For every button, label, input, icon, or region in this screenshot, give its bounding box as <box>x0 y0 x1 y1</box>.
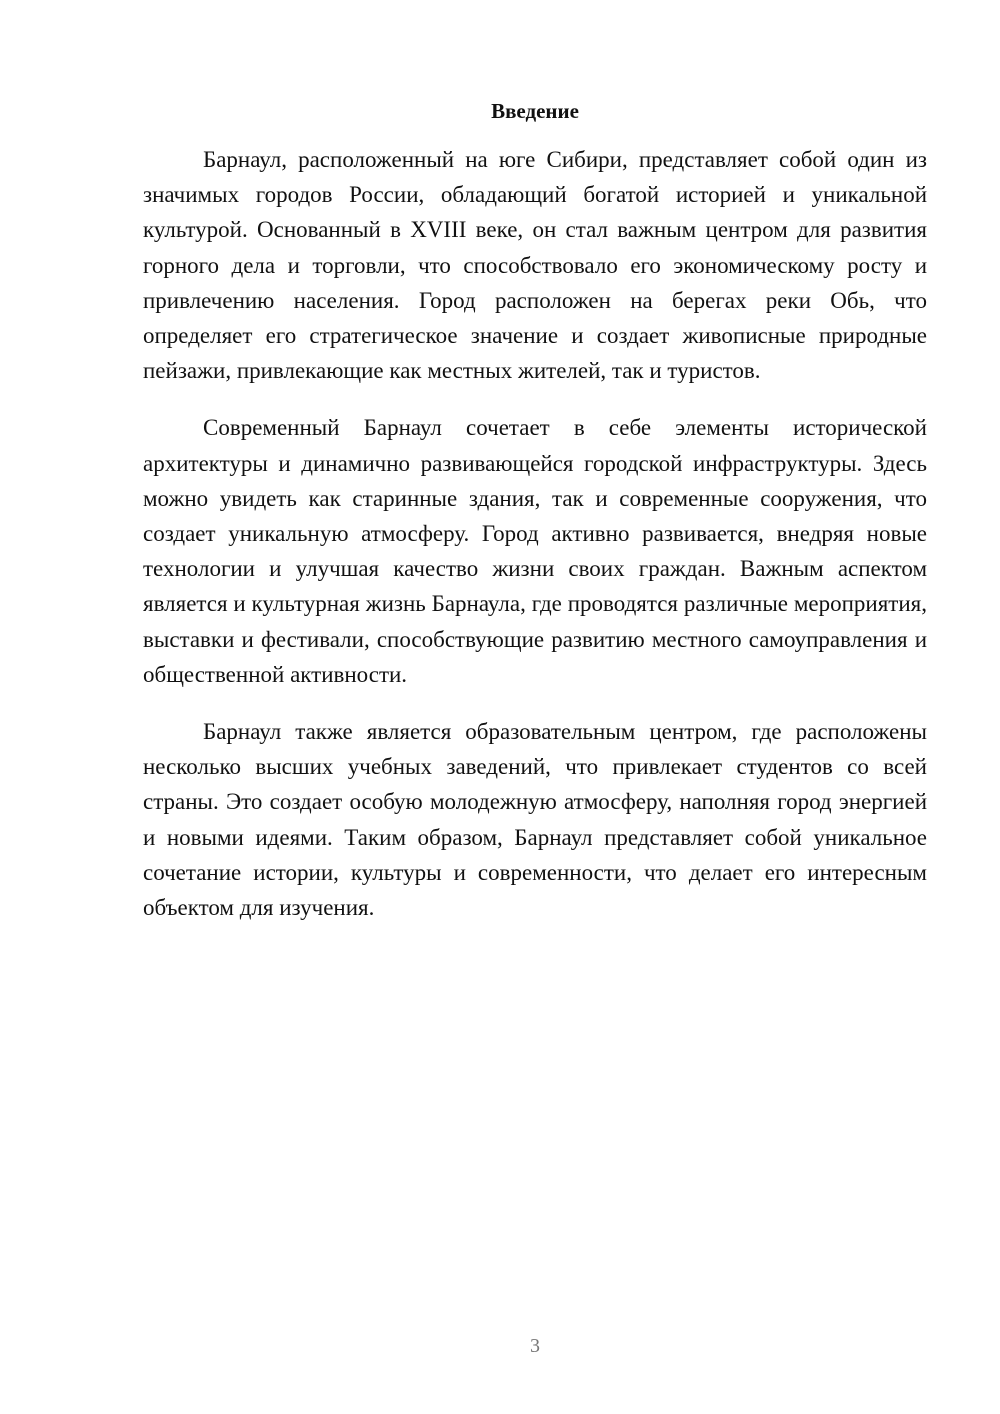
paragraph-1: Барнаул, расположенный на юге Сибири, представляет собой один из значимых городов России, обладающий богатой историей и уникальной культурой. Основанный в XVIII веке, он стал важным центром для развития горного дела и торговли, что способствовало его экономическому росту и привлечению населения. Город расположен на берегах реки Обь, что определяет его стратегическое значение и создает живописные природные пейзажи, привлекающие как местных жителей, так и туристов. <box>143 147 927 384</box>
body-text <box>143 142 927 947</box>
paragraph-2: Современный Барнаул сочетает в себе элементы исторической архитектуры и динамично развивающейся городской инфраструктуры. Здесь можно увидеть как старинные здания, так и современные сооружения, что создает уникальную атмосферу. Город активно развивается, внедряя новые технологии и улучшая качество жизни своих граждан. Важным аспектом является и культурная жизнь Барнаула, где проводятся различные мероприятия, выставки и фестивали, способствующие развитию местного самоуправления и общественной активности. <box>143 415 927 687</box>
page-number: 3 <box>530 1335 540 1357</box>
paragraph-3: Барнаул также является образовательным центром, где расположены несколько высших учебных заведений, что привлекает студентов со всей страны. Это создает особую молодежную атмосферу, наполняя город энергией и новыми идеями. Таким образом, Барнаул представляет собой уникальное сочетание истории, культуры и современности, что делает его интересным объектом для изучения. <box>143 719 927 921</box>
section-title: Введение <box>491 99 579 123</box>
